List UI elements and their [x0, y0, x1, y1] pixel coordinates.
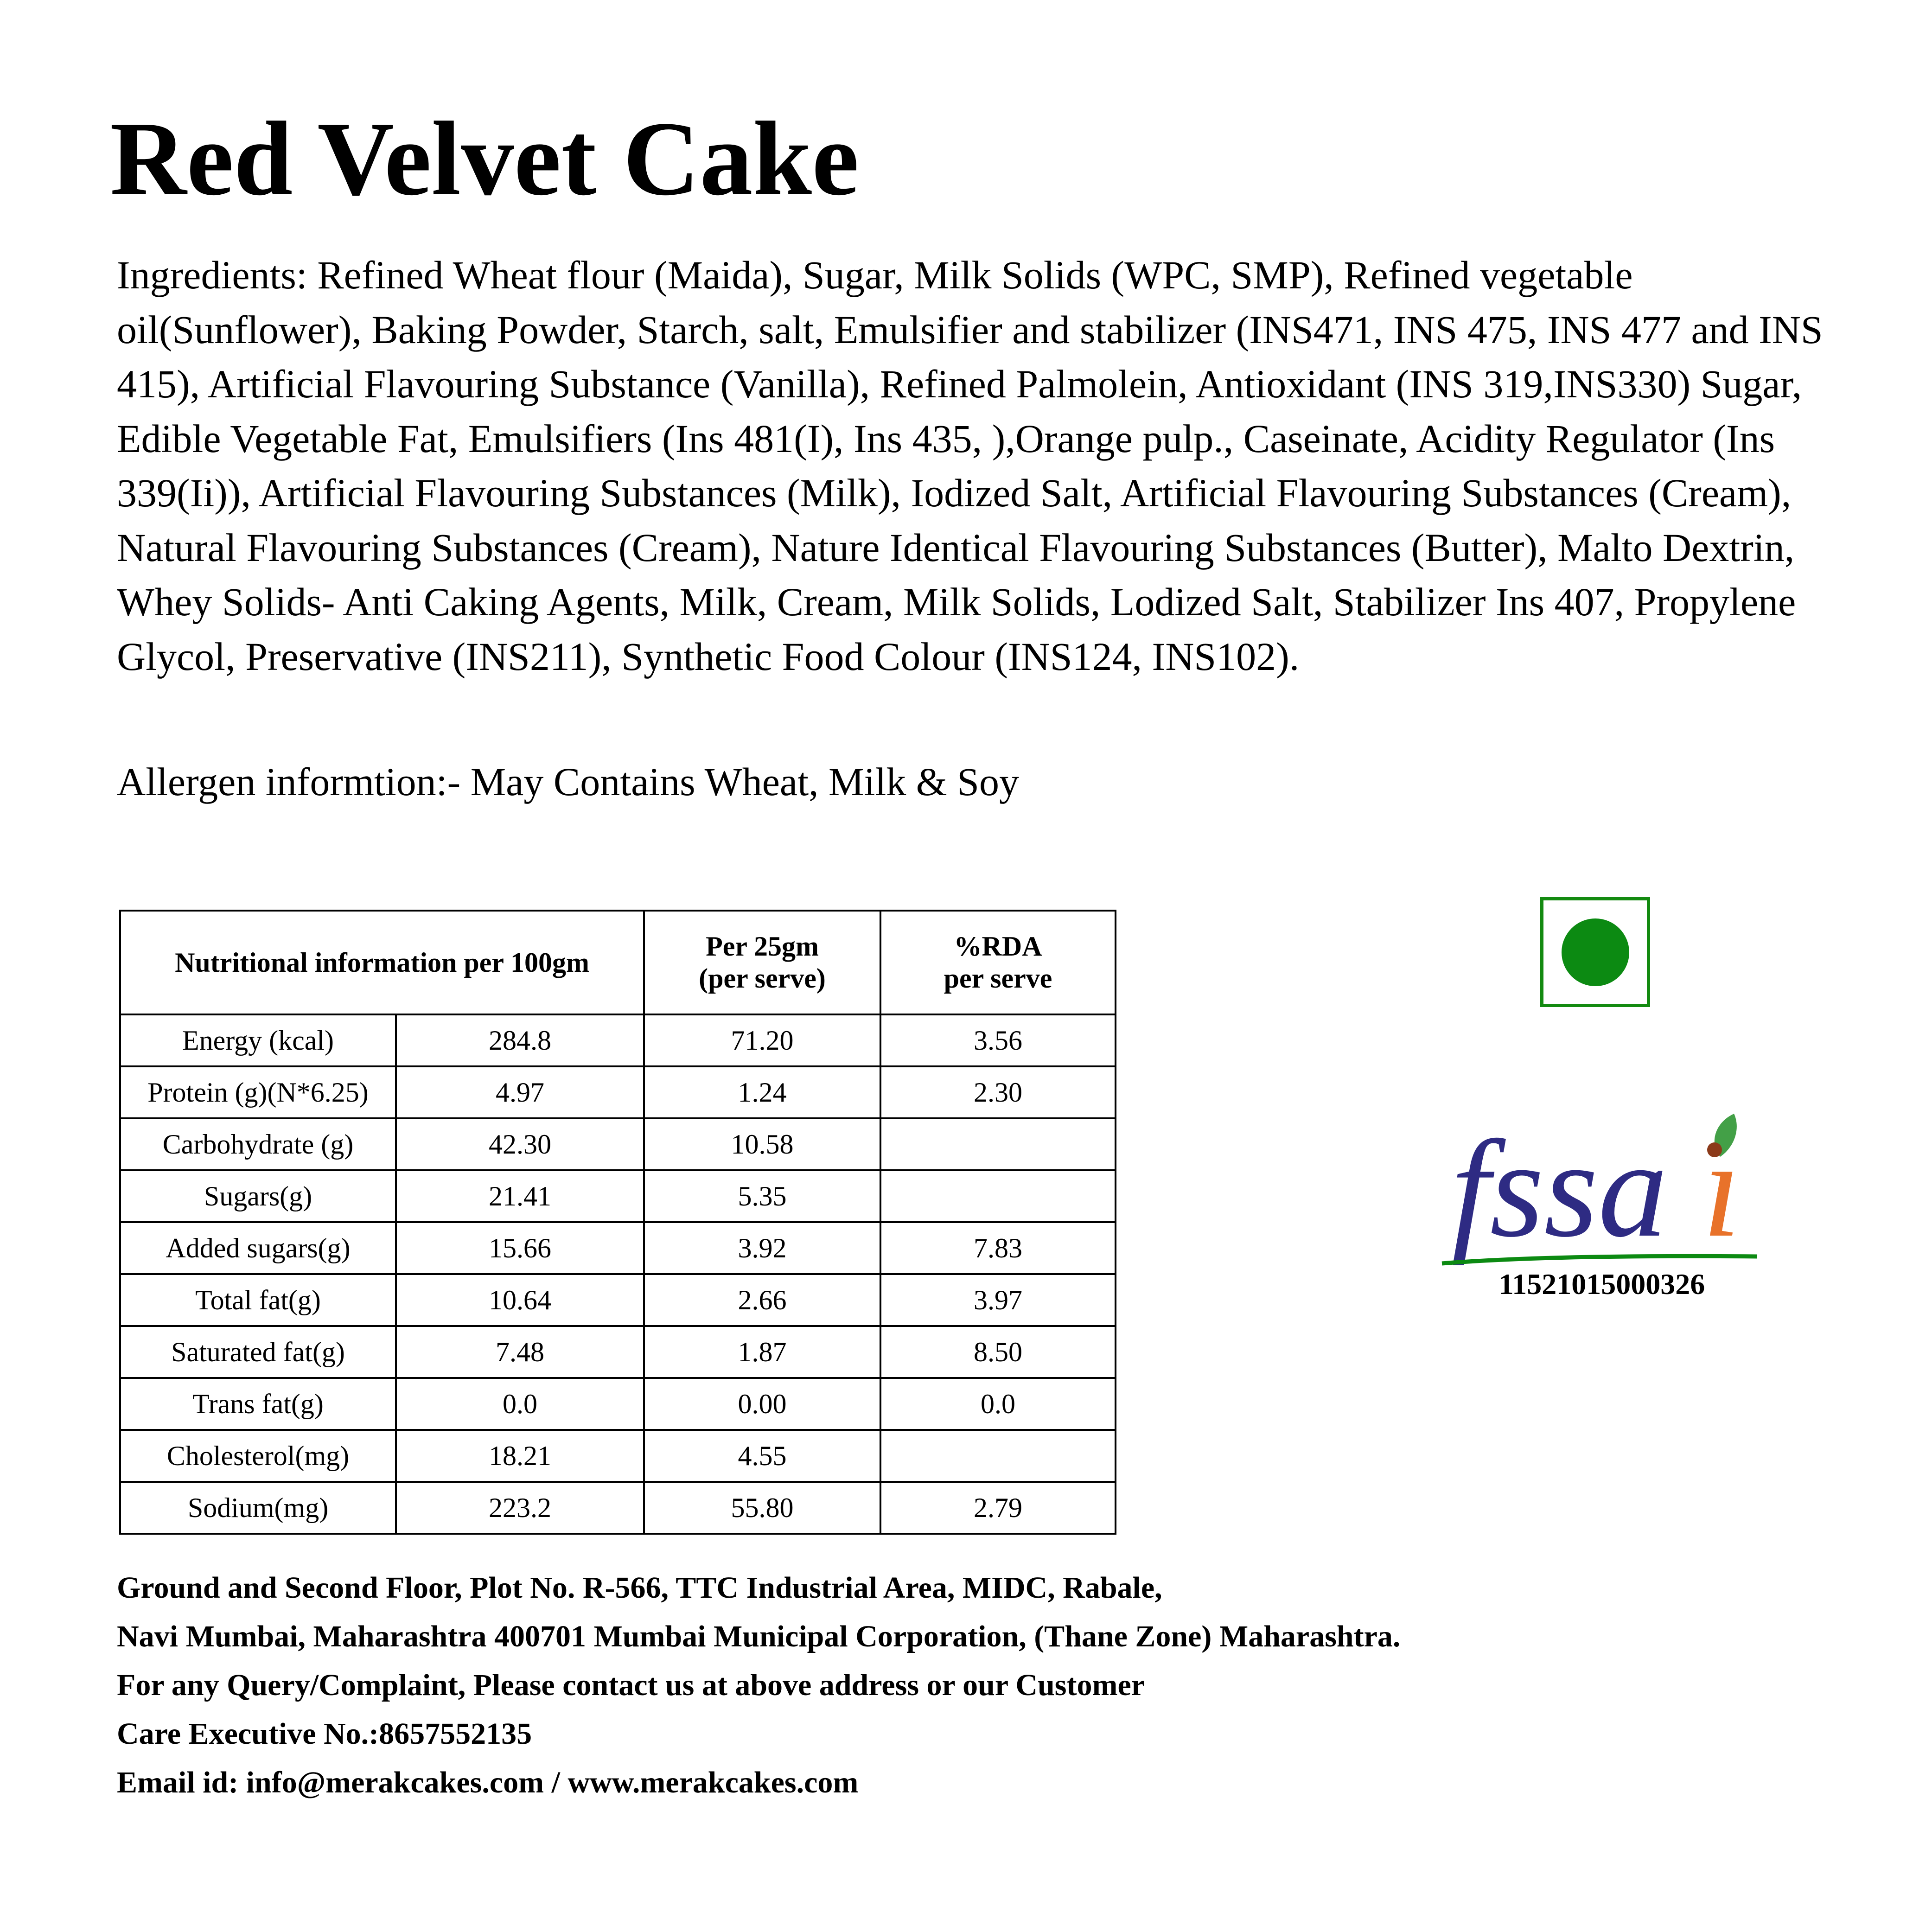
nutrient-name: Cholesterol(mg) [120, 1430, 396, 1482]
header-rda-line2: per serve [944, 963, 1052, 994]
nutrition-row [120, 1482, 1116, 1534]
value-per-100gm: 223.2 [396, 1482, 644, 1534]
nutrition-row [120, 1326, 1116, 1378]
value-per-100gm: 4.97 [396, 1066, 644, 1118]
value-per-25gm: 2.66 [644, 1274, 880, 1326]
value-per-25gm: 1.87 [644, 1326, 880, 1378]
allergen-info: Allergen informtion:- May Contains Wheat, Milk & Soy [117, 759, 1019, 804]
value-rda: 2.30 [880, 1066, 1116, 1118]
fssai-letters-fssa: fssa [1451, 1112, 1668, 1266]
value-per-100gm: 42.30 [396, 1118, 644, 1170]
nutrient-name: Total fat(g) [120, 1274, 396, 1326]
value-per-100gm: 21.41 [396, 1170, 644, 1222]
nutrition-table [119, 910, 1116, 1535]
ingredients-text: Ingredients: Refined Wheat flour (Maida), Sugar, Milk Solids (WPC, SMP), Refined vegetable oil(Sunflower), Baking Powder, Starch, salt, Emulsifier and stabilizer (INS471, INS 475, INS 477 and INS 415), Artificial Flavouring Substance (Vanilla), Refined Palmolein, Antioxidant (INS 319,INS330) Sugar, Edible Vegetable Fat, Emulsifiers (Ins 481(I), Ins 435, ),Orange pulp., Caseinate, Acidity Regulator (Ins 339(Ii)), Artificial Flavouring Substances (Milk), Iodized Salt, Artificial Flavouring Substances (Cream), Natural Flavouring Substances (Cream), Nature Identical Flavouring Substances (Butter), Malto Dextrin, Whey Solids- Anti Caking Agents, Milk, Cream, Milk Solids, Lodized Salt, Stabilizer Ins 407, Propylene Glycol, Preservative (INS211), Synthetic Food Colour (INS124, INS102). [117, 253, 1823, 679]
value-rda [880, 1430, 1116, 1482]
header-per-25gm-line2: (per serve) [699, 963, 826, 994]
value-rda: 3.97 [880, 1274, 1116, 1326]
value-rda [880, 1170, 1116, 1222]
value-per-100gm: 0.0 [396, 1378, 644, 1430]
header-rda [880, 911, 1116, 1014]
value-rda: 0.0 [880, 1378, 1116, 1430]
value-per-25gm: 1.24 [644, 1066, 880, 1118]
veg-symbol-icon [1540, 897, 1650, 1007]
nutrient-name: Saturated fat(g) [120, 1326, 396, 1378]
value-per-25gm: 5.35 [644, 1170, 880, 1222]
customer-care-phone: Care Executive No.:8657552135 [117, 1717, 532, 1751]
value-rda: 8.50 [880, 1326, 1116, 1378]
value-per-100gm: 10.64 [396, 1274, 644, 1326]
nutrition-row [120, 1222, 1116, 1274]
nutrition-row [120, 1118, 1116, 1170]
header-per-25gm [644, 911, 880, 1014]
header-per-25gm-line1: Per 25gm [706, 931, 819, 962]
fssai-letter-i: ı [1702, 1112, 1741, 1266]
value-per-100gm: 18.21 [396, 1430, 644, 1482]
nutrition-row [120, 1066, 1116, 1118]
nutrient-name: Added sugars(g) [120, 1222, 396, 1274]
manufacturer-address [117, 1563, 1400, 1807]
contact-line: For any Query/Complaint, Please contact us at above address or our Customer [117, 1668, 1145, 1702]
value-per-25gm: 4.55 [644, 1430, 880, 1482]
address-line-2: Navi Mumbai, Maharashtra 400701 Mumbai Municipal Corporation, (Thane Zone) Maharashtra. [117, 1620, 1401, 1653]
value-per-100gm: 284.8 [396, 1014, 644, 1066]
fssai-license-number: 11521015000326 [1498, 1268, 1705, 1301]
nutrient-name: Sugars(g) [120, 1170, 396, 1222]
nutrient-name: Energy (kcal) [120, 1014, 396, 1066]
header-per-100gm: Nutritional information per 100gm [120, 911, 644, 1014]
value-per-25gm: 3.92 [644, 1222, 880, 1274]
value-rda: 3.56 [880, 1014, 1116, 1066]
value-per-25gm: 0.00 [644, 1378, 880, 1430]
nutrient-name: Carbohydrate (g) [120, 1118, 396, 1170]
address-line-1: Ground and Second Floor, Plot No. R-566, TTC Industrial Area, MIDC, Rabale, [117, 1571, 1162, 1605]
value-per-100gm: 7.48 [396, 1326, 644, 1378]
value-per-25gm: 55.80 [644, 1482, 880, 1534]
fssai-logo [1437, 1103, 1762, 1270]
value-per-25gm: 10.58 [644, 1118, 880, 1170]
value-rda: 2.79 [880, 1482, 1116, 1534]
product-title: Red Velvet Cake [110, 100, 859, 217]
nutrition-row [120, 1170, 1116, 1222]
value-rda: 7.83 [880, 1222, 1116, 1274]
value-rda [880, 1118, 1116, 1170]
veg-symbol-dot [1562, 918, 1629, 986]
value-per-25gm: 71.20 [644, 1014, 880, 1066]
header-rda-line1: %RDA [954, 931, 1042, 962]
nutrition-row [120, 1430, 1116, 1482]
nutrition-row [120, 1274, 1116, 1326]
value-per-100gm: 15.66 [396, 1222, 644, 1274]
nutrition-header-row [120, 911, 1116, 1014]
nutrient-name: Protein (g)(N*6.25) [120, 1066, 396, 1118]
nutrition-row [120, 1014, 1116, 1066]
nutrient-name: Trans fat(g) [120, 1378, 396, 1430]
nutrient-name: Sodium(mg) [120, 1482, 396, 1534]
email-website: Email id: info@merakcakes.com / www.merakcakes.com [117, 1766, 859, 1799]
nutrition-row [120, 1378, 1116, 1430]
